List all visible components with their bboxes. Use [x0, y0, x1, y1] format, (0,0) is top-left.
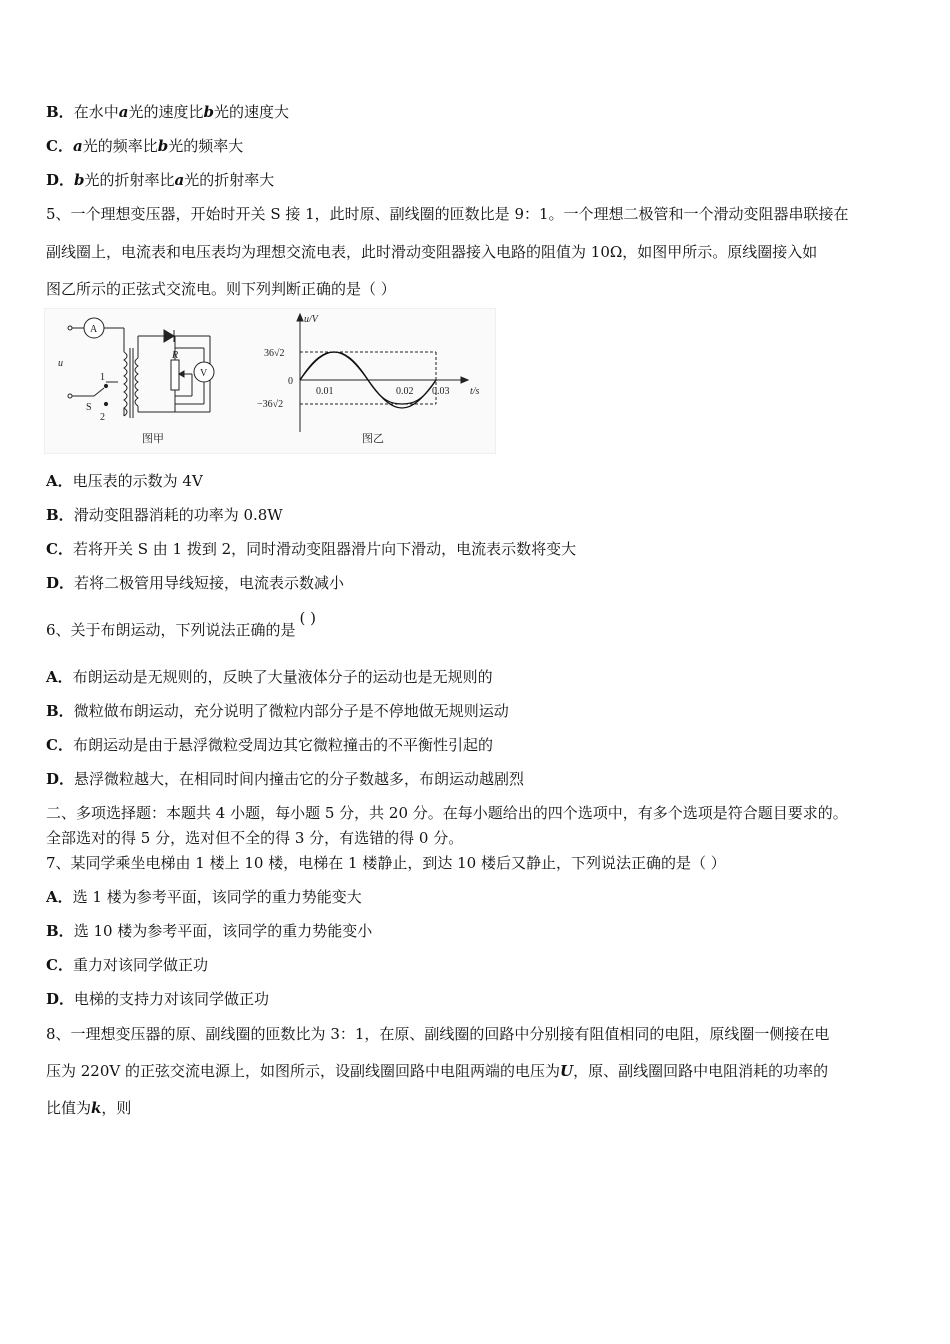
section-2-line-2: 全部选对的得 5 分，选对但不全的得 3 分，有选错的得 0 分。	[46, 829, 464, 847]
option-text: 重力对该同学做正功	[72, 956, 208, 974]
q8-line-3	[46, 1098, 131, 1118]
y-max-label: 36√2	[264, 348, 285, 359]
option-label: C．	[46, 540, 73, 558]
section-2-line-1: 二、多项选择题：本题共 4 小题，每小题 5 分，共 20 分。在每小题给出的四个选项中，有多个选项是符合题目要求的。	[46, 804, 848, 822]
q7-option-c	[46, 955, 208, 975]
rheostat-icon	[171, 360, 179, 390]
option-label: A．	[46, 472, 73, 490]
var-b: b	[203, 103, 214, 121]
option-text: 若将开关 S 由 1 拨到 2，同时滑动变阻器滑片向下滑动，电流表示数将变大	[72, 540, 577, 558]
origin-label: 0	[288, 376, 293, 387]
var-a: a	[72, 137, 83, 155]
var-u: U	[560, 1062, 574, 1080]
option-text: 布朗运动是由于悬浮微粒受周边其它微粒撞击的不平衡性引起的	[72, 736, 493, 754]
q5-option-c	[46, 539, 576, 559]
var-a: a	[118, 103, 129, 121]
q7-stem: 7、某同学乘坐电梯由 1 楼上 10 楼，电梯在 1 楼静止，到达 10 楼后又静止，下列说法正确的是（ ）	[46, 854, 726, 872]
option-text: 光的频率比	[82, 137, 158, 155]
option-label: D．	[46, 990, 75, 1008]
switch-label: S	[86, 402, 92, 413]
y-min-label: −36√2	[257, 399, 284, 410]
var-b: b	[74, 171, 85, 189]
option-text: 选 1 楼为参考平面，该同学的重力势能变大	[72, 888, 362, 906]
q6-stem	[46, 609, 317, 640]
option-text: 选 10 楼为参考平面，该同学的重力势能变小	[73, 922, 373, 940]
option-label: C．	[46, 137, 73, 155]
voltmeter-label: V	[200, 368, 208, 379]
question-text: ，则	[101, 1099, 132, 1117]
q6-option-a	[46, 667, 493, 687]
var-b: b	[157, 137, 169, 155]
answer-paren: ( )	[299, 609, 317, 627]
tick-label: 0.01	[316, 386, 334, 397]
option-label: D．	[46, 574, 75, 592]
q8-line-1: 8、一理想变压器的原、副线圈的匝数比为 3：1，在原、副线圈的回路中分别接有阻值相同的电阻，原线圈一侧接在电	[46, 1025, 830, 1043]
option-label: D．	[46, 171, 75, 189]
option-text: 光的速度比	[128, 103, 204, 121]
switch-pos-2: 2	[100, 412, 105, 423]
q5-option-a	[46, 471, 203, 491]
x-axis-label: t/s	[470, 386, 480, 397]
graph-caption: 图乙	[362, 433, 384, 445]
question-text: 比值为	[46, 1099, 92, 1117]
option-text: 光的频率大	[168, 137, 244, 155]
option-text: 在水中	[73, 103, 119, 121]
resistor-label: R	[172, 350, 179, 361]
source-label: u	[58, 358, 63, 369]
q5-stem-line-3: 图乙所示的正弦式交流电。则下列判断正确的是（ ）	[46, 280, 396, 298]
q5-stem-line-2: 副线圈上，电流表和电压表均为理想交流电表，此时滑动变阻器接入电路的阻值为 10Ω，如图甲所示。原线圈接入如	[46, 243, 818, 261]
q5-option-d	[46, 573, 344, 593]
option-label: D．	[46, 770, 75, 788]
q6-option-d	[46, 769, 524, 789]
option-label: B．	[46, 103, 74, 121]
option-text: 布朗运动是无规则的，反映了大量液体分子的运动也是无规则的	[72, 668, 493, 686]
option-text: 微粒做布朗运动，充分说明了微粒内部分子是不停地做无规则运动	[73, 702, 509, 720]
q5-figure	[44, 308, 496, 454]
option-text: 电梯的支持力对该同学做正功	[74, 990, 270, 1008]
ammeter-label: A	[90, 324, 98, 335]
q6-option-c	[46, 735, 493, 755]
q7-option-d	[46, 989, 269, 1009]
q7-option-b	[46, 921, 372, 941]
option-label: A．	[46, 668, 73, 686]
option-label: B．	[46, 922, 74, 940]
switch-pos-1: 1	[100, 372, 105, 383]
tick-label: 0.03	[432, 386, 450, 397]
var-k: k	[91, 1099, 102, 1117]
q6-option-b	[46, 701, 509, 721]
question-text: 6、关于布朗运动，下列说法正确的是	[46, 621, 296, 639]
q8-line-2	[46, 1061, 828, 1081]
option-label: A．	[46, 888, 73, 906]
question-text: ，原、副线圈回路中电阻消耗的功率的	[573, 1062, 829, 1080]
question-text: 压为 220V 的正弦交流电源上，如图所示，设副线圈回路中电阻两端的电压为	[46, 1062, 561, 1080]
option-text: 光的速度大	[213, 103, 289, 121]
q4-option-d	[46, 170, 274, 190]
y-axis-label: u/V	[304, 314, 318, 325]
option-label: B．	[46, 702, 74, 720]
option-text: 滑动变阻器消耗的功率为 0.8W	[73, 506, 283, 524]
option-label: C．	[46, 736, 73, 754]
q5-option-b	[46, 505, 283, 525]
q7-option-a	[46, 887, 362, 907]
q4-option-c	[46, 136, 243, 156]
q5-stem-line-1: 5、一个理想变压器，开始时开关 S 接 1，此时原、副线圈的匝数比是 9：1。一个理想二极管和一个滑动变阻器串联接在	[46, 205, 849, 223]
option-text: 若将二极管用导线短接，电流表示数减小	[74, 574, 345, 592]
option-text: 光的折射率大	[184, 171, 275, 189]
option-text: 悬浮微粒越大，在相同时间内撞击它的分子数越多，布朗运动越剧烈	[74, 770, 525, 788]
tick-label: 0.02	[396, 386, 414, 397]
option-label: C．	[46, 956, 73, 974]
var-a: a	[174, 171, 185, 189]
option-label: B．	[46, 506, 74, 524]
option-text: 电压表的示数为 4V	[72, 472, 203, 490]
circuit-caption: 图甲	[142, 433, 164, 445]
q4-option-b	[46, 102, 289, 122]
option-text: 光的折射率比	[84, 171, 175, 189]
